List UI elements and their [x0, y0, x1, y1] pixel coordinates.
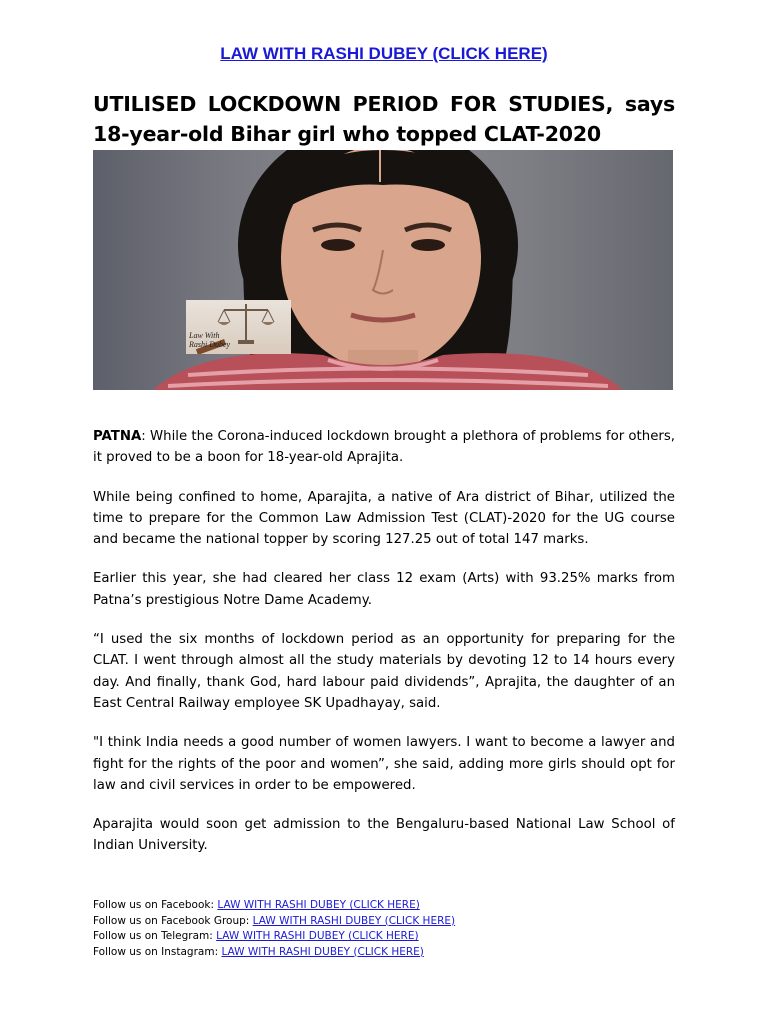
paragraph-5: "I think India needs a good number of women lawyers. I want to become a lawyer and fight for the rights of the poor and women”, she said, adding more girls should opt for law and civil services in order to be empowered.	[93, 735, 675, 793]
portrait-photo	[93, 150, 673, 390]
headline: UTILISED LOCKDOWN PERIOD FOR STUDIES, says 18-year-old Bihar girl who topped CLAT-2020	[93, 92, 675, 146]
paragraph-1-text: : While the Corona-induced lockdown brought a plethora of problems for others, it proved to be a boon for 18-year-old Aprajita.	[93, 429, 675, 466]
follow-telegram	[93, 929, 455, 945]
instagram-link[interactable]: LAW WITH RASHI DUBEY (CLICK HERE)	[221, 945, 424, 958]
header-link[interactable]: LAW WITH RASHI DUBEY (CLICK HERE)	[220, 44, 548, 63]
paragraph-3: Earlier this year, she had cleared her class 12 exam (Arts) with 93.25% marks from Patna’s prestigious Notre Dame Academy.	[93, 571, 675, 608]
logo-text	[189, 331, 230, 349]
logo-line-2: Rashi Dubey	[189, 340, 231, 349]
follow-label: Follow us on Telegram:	[93, 930, 217, 942]
follow-facebook-group	[93, 914, 455, 930]
portrait-illustration	[93, 150, 673, 390]
follow-instagram	[93, 945, 455, 961]
paragraph-4: “I used the six months of lockdown period as an opportunity for preparing for the CLAT. I went through almost all the study materials by devoting 12 to 14 hours every day. And finally, thank God, hard labour paid dividends”, Aprajita, the daughter of an East Central Railway employee SK Upadhayay, said.	[93, 632, 675, 711]
paragraph-1	[93, 426, 675, 469]
follow-label: Follow us on Facebook Group:	[93, 914, 253, 927]
follow-links	[93, 898, 455, 960]
telegram-link[interactable]: LAW WITH RASHI DUBEY (CLICK HERE)	[216, 930, 419, 942]
law-with-rashi-dubey-logo	[186, 300, 291, 354]
dateline: PATNA	[93, 429, 142, 444]
paragraph-6: Aparajita would soon get admission to the Bengaluru-based National Law School of Indian University.	[93, 817, 675, 854]
article-body	[93, 426, 675, 875]
follow-label: Follow us on Facebook:	[93, 899, 218, 911]
follow-label: Follow us on Instagram:	[93, 945, 222, 958]
follow-facebook	[93, 898, 455, 914]
logo-line-1: Law With	[189, 331, 220, 340]
facebook-link[interactable]: LAW WITH RASHI DUBEY (CLICK HERE)	[217, 899, 420, 911]
facebook-group-link[interactable]: LAW WITH RASHI DUBEY (CLICK HERE)	[252, 914, 456, 927]
paragraph-2: While being confined to home, Aparajita, a native of Ara district of Bihar, utilized the time to prepare for the Common Law Admission Test (CLAT)-2020 for the UG course and became the national topper by scoring 127.25 out of total 147 marks.	[93, 489, 675, 548]
